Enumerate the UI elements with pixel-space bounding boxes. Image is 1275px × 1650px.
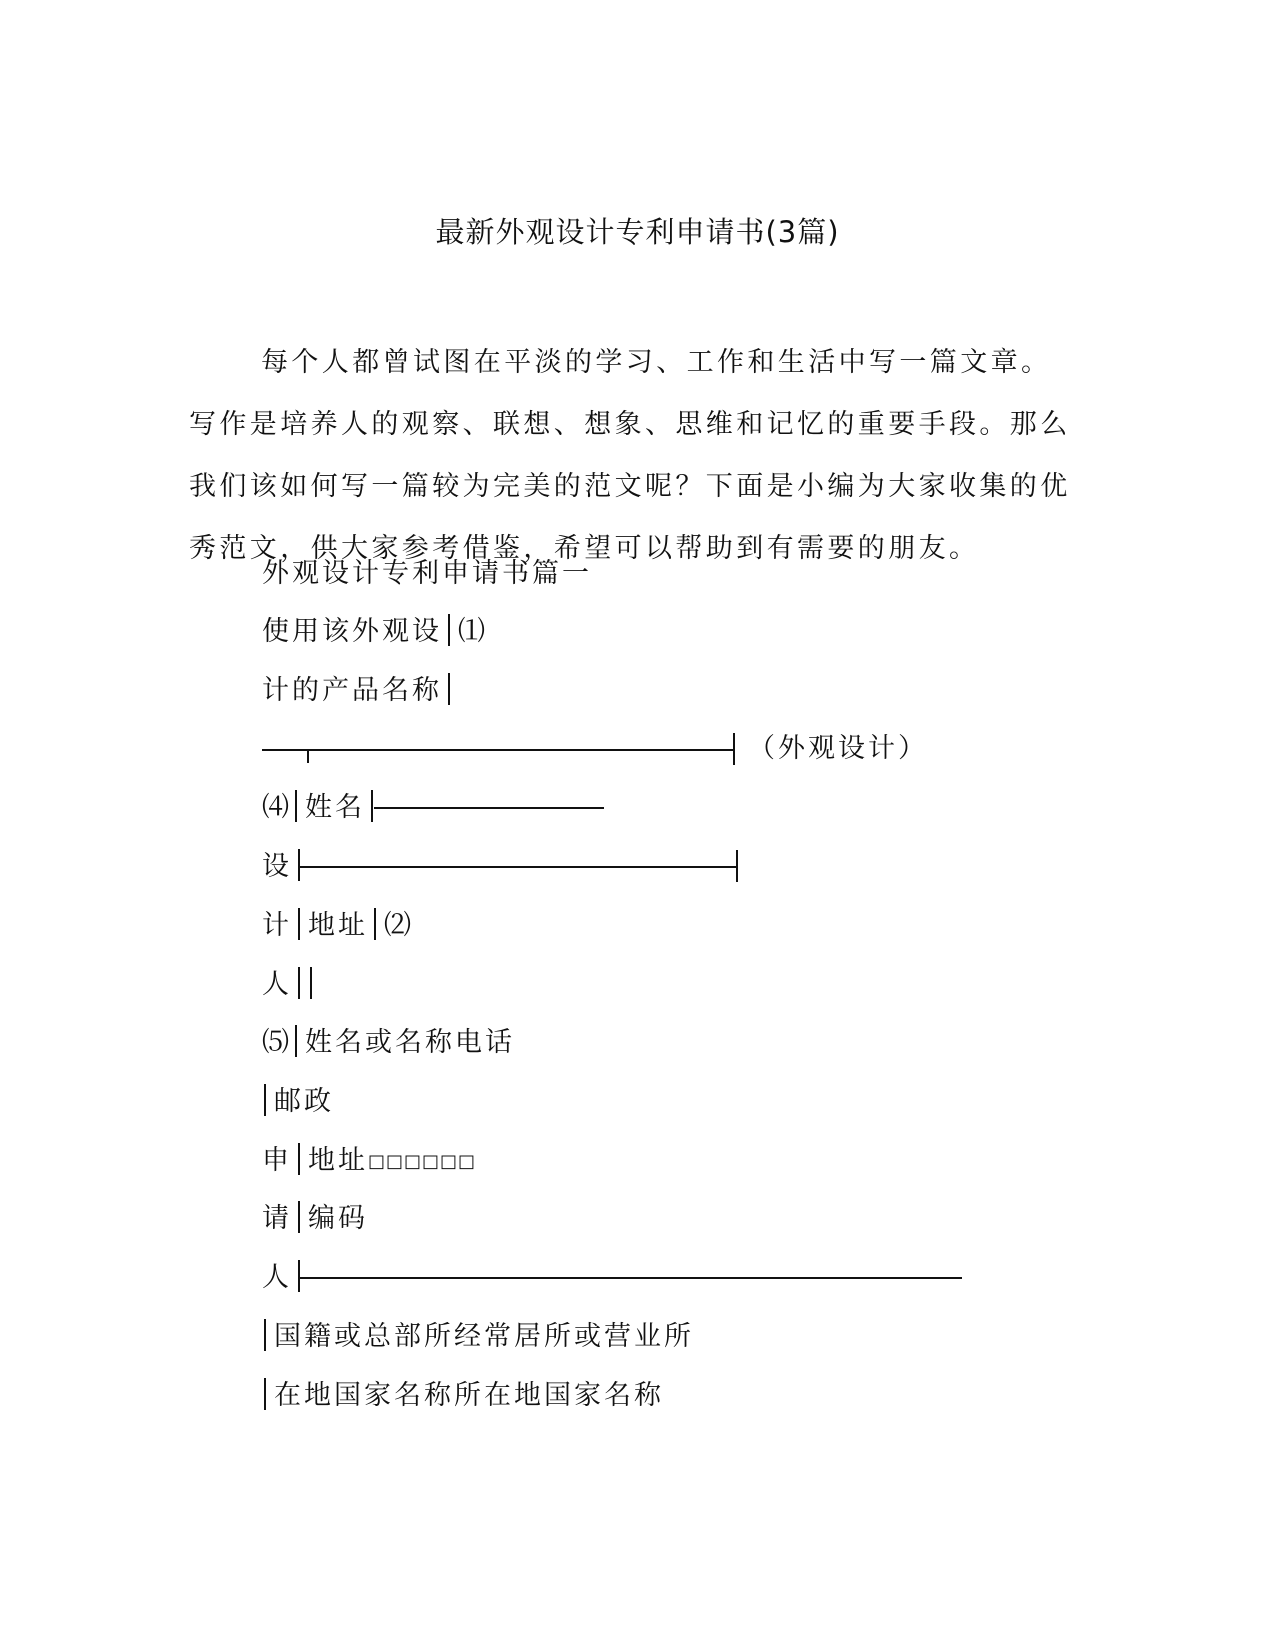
code-label: 编码 <box>308 1203 368 1234</box>
product-name-label-2: 计的产品名称 <box>262 675 442 706</box>
form-row-product-name-2 <box>262 671 458 711</box>
address-label: 地址 <box>308 910 368 941</box>
table-divider <box>448 614 450 646</box>
table-divider <box>298 1260 300 1292</box>
page-title: 最新外观设计专利申请书(3篇) <box>435 215 840 249</box>
table-divider <box>298 908 300 940</box>
form-row-applicant-name <box>262 1023 515 1063</box>
designer-char-1: 设 <box>262 851 292 882</box>
intro-paragraph: 每个人都曾试图在平淡的学习、工作和生活中写一篇文章。写作是培养人的观察、联想、想象、思维和记忆的重要手段。那么我们该如何写一篇较为完美的范文呢？下面是小编为大家收集的优秀范文，供大家参考借鉴，希望可以帮助到有需要的朋友。 <box>189 347 1071 564</box>
table-divider <box>264 1319 266 1351</box>
table-rule <box>374 807 604 809</box>
form-row-postcode <box>262 1199 368 1239</box>
form-row-location <box>262 1376 664 1416</box>
name-label: 姓名 <box>305 792 365 823</box>
table-rule <box>298 1277 962 1279</box>
form-row-applicant-address <box>262 1141 476 1181</box>
section-heading: 外观设计专利申请书篇一 <box>262 558 592 589</box>
table-divider <box>264 1378 266 1410</box>
applicant-char-3: 人 <box>262 1262 292 1293</box>
table-divider <box>298 1201 300 1233</box>
product-name-label-1: 使用该外观设 <box>262 616 442 647</box>
table-divider <box>371 790 373 822</box>
applicant-address-label: 地址 <box>308 1145 368 1176</box>
designer-char-3: 人 <box>262 969 292 1000</box>
design-type-note: （外观设计） <box>748 733 928 764</box>
table-divider <box>264 1084 266 1116</box>
location-label: 在地国家名称所在地国家名称 <box>274 1380 664 1411</box>
applicant-char-1: 申 <box>262 1145 292 1176</box>
designer-char-2: 计 <box>262 910 292 941</box>
applicant-char-2: 请 <box>262 1203 292 1234</box>
table-rule-tick <box>307 749 309 763</box>
table-rule <box>298 866 737 868</box>
form-row-designer-name <box>262 788 381 828</box>
form-row-designer-char-3 <box>262 965 320 1005</box>
postcode-boxes: □□□□□□ <box>368 1151 477 1172</box>
name-or-title-phone-label: 姓名或名称电话 <box>305 1027 515 1058</box>
field-5-number: ⑸ <box>262 1027 289 1058</box>
table-rule-end <box>736 850 738 882</box>
postal-label: 邮政 <box>274 1086 334 1117</box>
field-2-number: ⑵ <box>384 910 411 941</box>
table-divider <box>374 908 376 940</box>
form-row-designer-address <box>262 906 411 946</box>
table-divider <box>448 673 450 705</box>
table-rule <box>262 749 734 751</box>
table-divider <box>310 967 312 999</box>
table-rule-end <box>733 733 735 765</box>
table-divider <box>298 1143 300 1175</box>
form-row-postal <box>262 1082 334 1122</box>
field-1-number: ⑴ <box>458 616 485 647</box>
table-divider <box>298 849 300 881</box>
nationality-label: 国籍或总部所经常居所或营业所 <box>274 1321 694 1352</box>
table-divider <box>295 790 297 822</box>
table-divider <box>295 1025 297 1057</box>
field-4-number: ⑷ <box>262 792 289 823</box>
form-row-nationality <box>262 1317 694 1357</box>
table-divider <box>298 967 300 999</box>
form-row-product-name-1 <box>262 612 485 652</box>
